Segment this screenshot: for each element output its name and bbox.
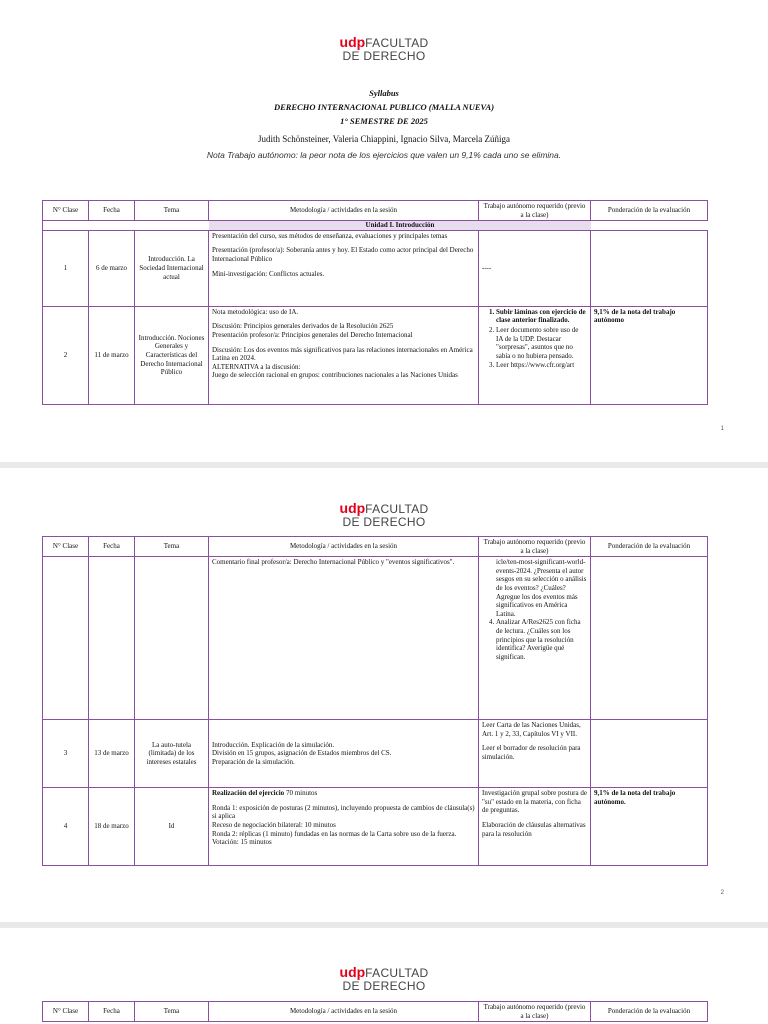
course-name: DERECHO INTERNACIONAL PUBLICO (MALLA NUEVA) [273,102,495,112]
table-row: 3 13 de marzo La auto-tutela (limitada) de los intereses estatales Introducción. Explicación de la simulación. División en 15 grupos, asignación de Estados miembros del CS. Preparación de la simulación. Leer Carta de las Naciones Unidas, Art. 1 y 2, 33, Capítulos VI y VII. Leer el borrador de resolución para simulación. [43,720,708,788]
table-header-row: N° Clase Fecha Tema Metodología / actividades en la sesión Trabajo autónomo requerido (previo a la clase) Ponderación de la evaluación [43,1002,708,1022]
unit-row [43,221,708,231]
udp-logo: udpFACULTAD DE DERECHO [339,964,429,993]
autonomous-work-cell: 1. Subir láminas con ejercicio de clase anterior finalizado. 2. Leer documento sobre uso de IA de la UDP. Destacar "sorpresas", asuntos que no sabía o no hubiera pensado. 3. Leer https://www.cfr.org/art [479,306,591,404]
syllabus-header [0,86,768,162]
col-clase: N° Clase [43,201,89,221]
unit-title: Unidad I. Introducción [209,221,591,230]
methodology-cell: Introducción. Explicación de la simulación. División en 15 grupos, asignación de Estados miembros del CS. Preparación de la simulación. [209,720,479,788]
col-trabajo: Trabajo autónomo requerido (previo a la clase) [479,201,591,221]
udp-logo: udpFACULTAD DE DERECHO [339,500,429,529]
col-tema: Tema [135,201,209,221]
table-header-row: N° Clase Fecha Tema Metodología / actividades en la sesión Trabajo autónomo requerido (previo a la clase) Ponderación de la evaluación [43,537,708,557]
page-1 [0,0,768,462]
table-row: Comentario final profesor/a: Derecho Internacional Público y "eventos significativos". icle/ten-most-significant-world-events-2024. ¿Presenta el autor sesgos en su selección o análisis de los eventos? ¿Cuáles? Agregue los dos eventos más significativos en América Latina. 4. Analizar A/Res2625 con ficha de lectura. ¿Cuáles son los principios que la resolución identifica? Averigüe qué significan. [43,557,708,720]
col-metodologia: Metodología / actividades en la sesión [209,201,479,221]
col-fecha: Fecha [89,201,135,221]
semester: 1° SEMESTRE DE 2025 [340,116,428,126]
table-row: 2 11 de marzo Introducción. Nociones Generales y Características del Derecho Internacional Público Nota metodológica: uso de IA. Discusión: Principios generales derivados de la Resolución 2625 Presentación profesor/a: Principios generales del Derecho Internacional Discusión: Los dos eventos más significativos para las relaciones internacionales en América Latina en 2024. ALTERNATIVA a la discusión: Juego de selección racional en grupos: contribuciones nacionales a las Naciones Unidas 1. Subir láminas con ejercicio de clase anterior finalizado. 2. Leer documento sobre uso de IA de la UDP. Destacar "sorpresas", asuntos que no sabía o no hubiera pensado. 3. Leer https://www.cfr.org/art 9,1% de la nota del trabajo autónomo [43,306,708,404]
udp-logo: udpFACULTAD DE DERECHO [339,34,429,63]
methodology-cell: Presentación del curso, sus métodos de enseñanza, evaluaciones y principales temas Presentación (profesor/a): Soberanía antes y hoy. El Estado como actor principal del Derecho Internacional Público Mini-investigación: Conflictos actuales. [209,230,479,306]
authors: Judith Schönsteiner, Valeria Chiappini, Ignacio Silva, Marcela Zúñiga [258,134,510,144]
table-row: 4 18 de marzo Id Realización del ejercicio 70 minutos Ronda 1: exposición de posturas (2 minutos), incluyendo propuesta de cambios de cláusula(s) si aplica Receso de negociación bilateral: 10 minutos Ronda 2: réplicas (1 minuto) fundadas en las normas de la Carta sobre uso de la fuerza. Votación: 15 minutos Investigación grupal sobre postura de "su" estado en la materia, con ficha de preguntas. Elaboración de cláusulas alternativas para la resolución 9,1% de la nota del trabajo autónomo. [43,788,708,866]
autonomous-work-cell: Leer Carta de las Naciones Unidas, Art. 1 y 2, 33, Capítulos VI y VII. Leer el borrador de resolución para simulación. [479,720,591,788]
methodology-cell: Realización del ejercicio 70 minutos Ronda 1: exposición de posturas (2 minutos), incluyendo propuesta de cambios de cláusula(s) si aplica Receso de negociación bilateral: 10 minutos Ronda 2: réplicas (1 minuto) fundadas en las normas de la Carta sobre uso de la fuerza. Votación: 15 minutos [209,788,479,866]
syllabus-title: Syllabus [369,88,399,98]
syllabus-table-1 [42,200,708,405]
table-header-row [43,201,708,221]
page-number: 1 [720,426,724,432]
autonomous-work-cell: icle/ten-most-significant-world-events-2024. ¿Presenta el autor sesgos en su selección o análisis de los eventos? ¿Cuáles? Agregue los dos eventos más significativos en América Latina. 4. Analizar A/Res2625 con ficha de lectura. ¿Cuáles son los principios que la resolución identifica? Averigüe qué significan. [479,557,591,720]
autonomous-work-cell: Investigación grupal sobre postura de "su" estado en la materia, con ficha de preguntas. Elaboración de cláusulas alternativas para la resolución [479,788,591,866]
syllabus-table-2 [42,536,708,866]
syllabus-table-3 [42,1001,708,1022]
methodology-cell: Nota metodológica: uso de IA. Discusión: Principios generales derivados de la Resolución 2625 Presentación profesor/a: Principios generales del Derecho Internacional Discusión: Los dos eventos más significativos para las relaciones internacionales en América Latina en 2024. ALTERNATIVA a la discusión: Juego de selección racional en grupos: contribuciones nacionales a las Naciones Unidas [209,306,479,404]
autonomous-work-note: Nota Trabajo autónomo: la peor nota de los ejercicios que valen un 9,1% cada uno se elimina. [206,150,562,160]
page-number: 2 [720,890,724,896]
col-ponderacion: Ponderación de la evaluación [591,201,708,221]
table-row: 1 6 de marzo Introducción. La Sociedad Internacional actual Presentación del curso, sus métodos de enseñanza, evaluaciones y principales temas Presentación (profesor/a): Soberanía antes y hoy. El Estado como actor principal del Derecho Internacional Público Mini-investigación: Conflictos actuales. ---- [43,230,708,306]
page-2 [0,468,768,922]
page-3 [0,928,768,1024]
